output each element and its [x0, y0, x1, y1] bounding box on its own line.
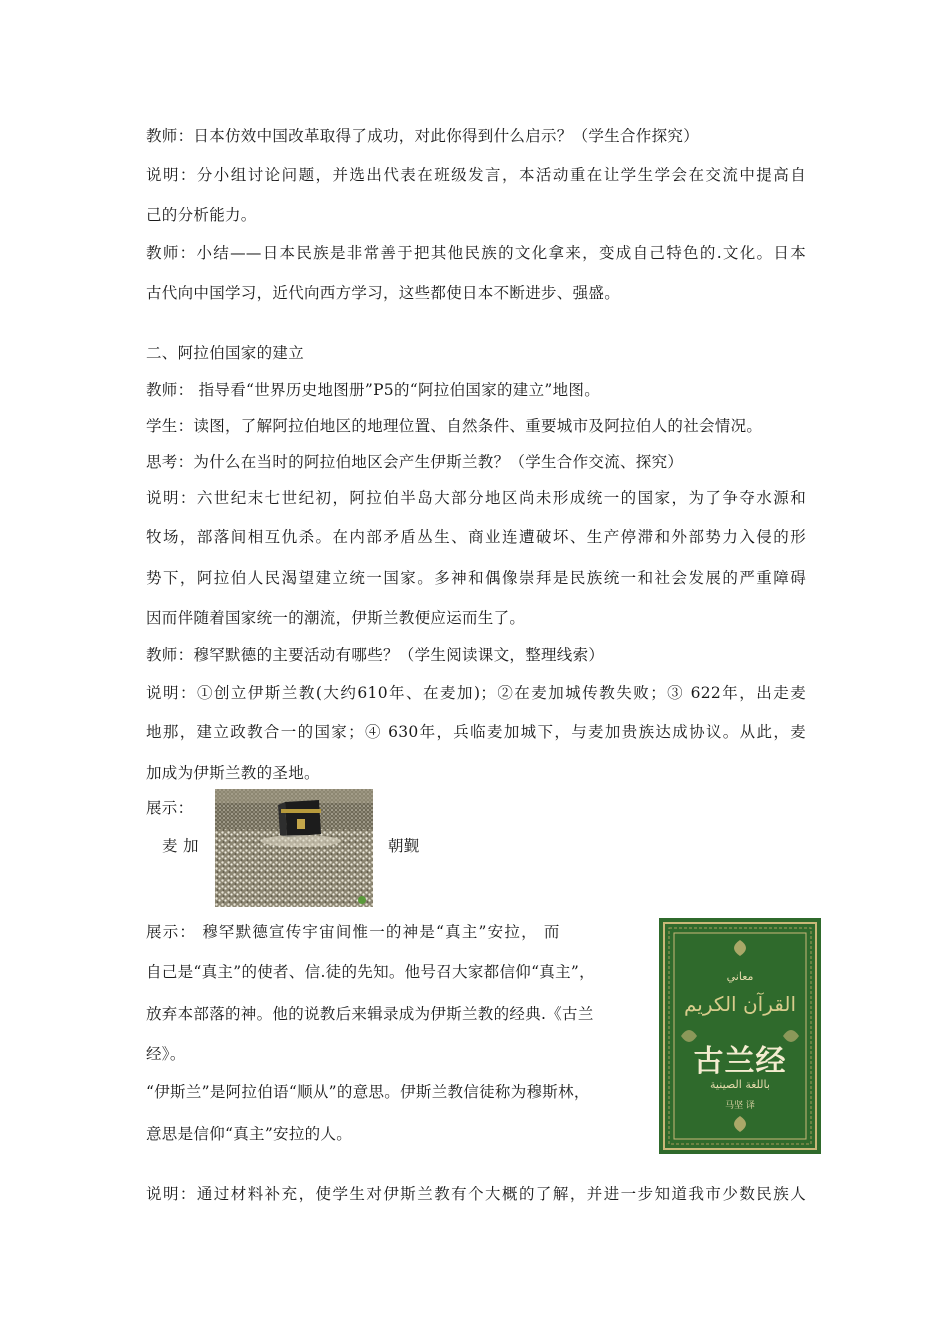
paragraph-line: 己的分析能力。 — [146, 206, 257, 224]
paragraph-line: 牧场，部落间相互仇杀。在内部矛盾丛生、商业连遭破坏、生产停滞和外部势力入侵的形 — [146, 528, 806, 546]
cover-title: 古兰经 — [693, 1044, 787, 1079]
paragraph-line: 说明：六世纪末七世纪初，阿拉伯半岛大部分地区尚未形成统一的国家，为了争夺水源和 — [146, 489, 806, 507]
paragraph-line: 说明：通过材料补充，使学生对伊斯兰教有个大概的了解，并进一步知道我市少数民族人 — [146, 1185, 806, 1203]
caption-mecca: 麦 加 — [162, 837, 199, 855]
paragraph-line: 教师：穆罕默德的主要活动有哪些？（学生阅读课文，整理线索） — [146, 646, 605, 664]
paragraph-line: 意思是信仰“真主”安拉的人。 — [146, 1125, 353, 1143]
paragraph-line: 地那，建立政教合一的国家；④ 630年，兵临麦加城下，与麦加贵族达成协议。从此，麦 — [146, 723, 806, 741]
paragraph-line: 加成为伊斯兰教的圣地。 — [146, 764, 320, 782]
section-heading: 二、阿拉伯国家的建立 — [146, 344, 305, 362]
caption-pilgrimage: 朝觐 — [388, 837, 420, 855]
paragraph-line: 教师： 指导看“世界历史地图册”P5的“阿拉伯国家的建立”地图。 — [146, 381, 601, 399]
paragraph-line: 说明：分小组讨论问题，并选出代表在班级发言，本活动重在让学生学会在交流中提高自 — [146, 166, 806, 184]
paragraph-line: 古代向中国学习，近代向西方学习，这些都使日本不断进步、强盛。 — [146, 284, 621, 302]
display-label: 展示： — [146, 799, 194, 817]
paragraph-line: 教师：日本仿效中国改革取得了成功，对此你得到什么启示？（学生合作探究） — [146, 127, 700, 145]
paragraph-line: 放弃本部落的神。他的说教后来辑录成为伊斯兰教的经典.《古兰 — [146, 1005, 594, 1023]
paragraph-line: 自己是“真主”的使者、信.徒的先知。他号召大家都信仰“真主”， — [146, 963, 595, 981]
cover-translator: 马坚 译 — [725, 1101, 755, 1111]
paragraph-line: 因而伴随着国家统一的潮流，伊斯兰教便应运而生了。 — [146, 609, 526, 627]
paragraph-line: 教师：小结——日本民族是非常善于把其他民族的文化拿来，变成自己特色的.文化。日本 — [146, 244, 806, 262]
cover-arabic-top: معاني — [726, 970, 754, 983]
cover-arabic-main: القرآن الكريم — [683, 992, 796, 1016]
paragraph-line: 展示： 穆罕默德宣传宇宙间惟一的神是“真主”安拉， 而 — [146, 923, 561, 941]
paragraph-line: “伊斯兰”是阿拉伯语“顺从”的意思。伊斯兰教信徒称为穆斯林， — [146, 1083, 590, 1101]
paragraph-line: 势下，阿拉伯人民渴望建立统一国家。多神和偶像崇拜是民族统一和社会发展的严重障碍 — [146, 569, 806, 587]
cover-arabic-sub: باللغة الصينية — [710, 1078, 770, 1091]
quran-cover-image — [659, 918, 821, 1154]
paragraph-line: 经》。 — [146, 1045, 186, 1063]
kaaba-crowd-image — [215, 789, 373, 907]
paragraph-line: 学生：读图，了解阿拉伯地区的地理位置、自然条件、重要城市及阿拉伯人的社会情况。 — [146, 417, 763, 435]
paragraph-line: 说明：①创立伊斯兰教(大约610年、在麦加)；②在麦加城传教失败；③ 622年，出走麦 — [146, 684, 806, 702]
paragraph-line: 思考：为什么在当时的阿拉伯地区会产生伊斯兰教？（学生合作交流、探究） — [146, 453, 684, 471]
